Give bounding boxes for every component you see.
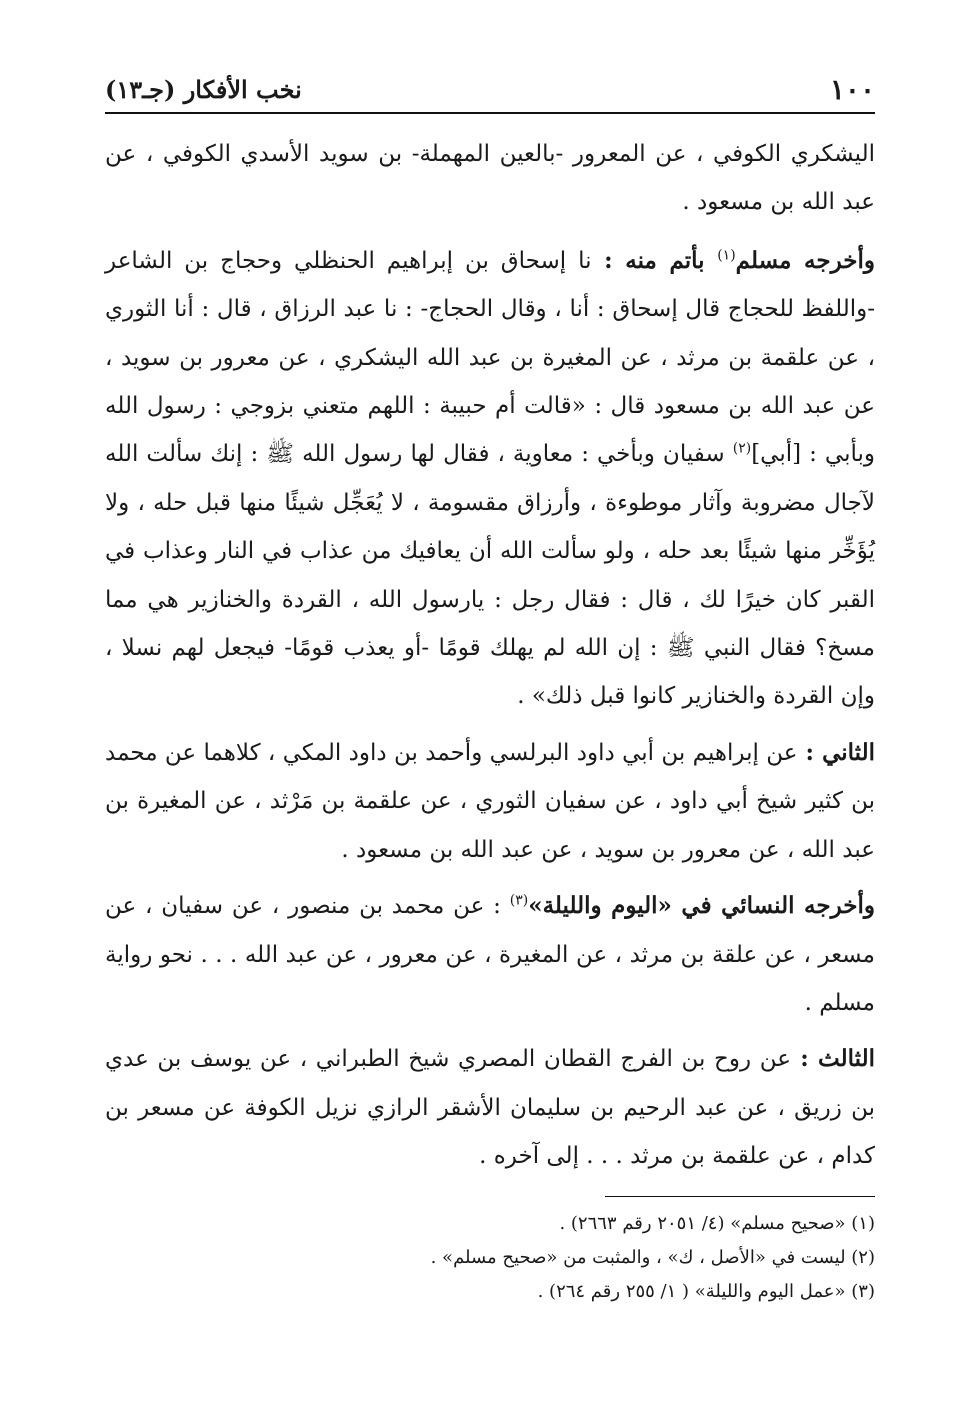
paragraph-third (105, 1035, 875, 1180)
paragraph-lead-cont: بأتم منه : (591, 246, 718, 274)
footnote-1: (١) «صحيح مسلم» (٤/ ٢٠٥١ رقم ٢٦٦٣) . (559, 1213, 875, 1234)
paragraph-text: اليشكري الكوفي ، عن المعرور -بالعين المهملة- بن سويد الأسدي الكوفي ، عن عبد الله بن مسعود . (105, 141, 875, 216)
footnote-divider (605, 1196, 875, 1197)
footnote-2: (٢) ليست في «الأصل ، ك» ، والمثبت من «صحيح مسلم» . (430, 1247, 875, 1268)
paragraph-continuation (105, 130, 875, 227)
paragraph-text: عن إبراهيم بن أبي داود البرلسي وأحمد بن داود المكي ، كلاهما عن محمد بن كثير شيخ أبي داود ، عن سفيان الثوري ، عن علقمة بن مَرْثد ، عن المغيرة بن عبد الله ، عن معرور بن سويد ، عن عبد الله بن مسعود . (105, 739, 875, 863)
paragraph-text: نا إسحاق بن إبراهيم الحنظلي وحجاج بن الشاعر -واللفظ للحجاج قال إسحاق : أنا ، وقال الحجاج- : نا عبد الرزاق ، قال : أنا الثوري ، عن علقمة بن مرثد ، عن المغيرة بن عبد الله اليشكري ، عن معرور بن سويد ، عن عبد الله بن مسعود قال : «قالت أم حبيبة : اللهم متعني بزوجي : رسول الله وبأبي : [أبي] (105, 247, 875, 468)
paragraph-lead: وأخرجه النسائي في «اليوم والليلة» (528, 892, 875, 920)
footnote-ref-3: (٣) (509, 892, 529, 909)
paragraph-muslim (105, 237, 875, 721)
paragraph-text: : عن محمد بن منصور ، عن سفيان ، عن مسعر ، عن علقة بن مرثد ، عن المغيرة ، عن معرور ، عن عبد الله . . . نحو رواية مسلم . (105, 893, 875, 1016)
page-number: ١٠٠ (829, 72, 875, 106)
paragraph-text-cont: سفيان وبأخي : معاوية ، فقال لها رسول الله ﷺ : إنك سألت الله لآجال مضروبة وآثار موطوءة ، وأرزاق مقسومة ، لا يُعَجِّل شيئًا منها قبل حله ، ولا يُؤَخِّر منها شيئًا بعد حله ، ولو سألت الله أن يعافيك من عذاب في النار وعذاب في القبر كان خيرًا لك ، قال : فقال رجل : يارسول الله ، القردة والخنازير هي مما مسخ؟ فقال النبي ﷺ : إن الله لم يهلك قومًا -أو يعذب قومًا- فيجعل لهم نسلا ، وإن القردة والخنازير كانوا قبل ذلك» . (105, 441, 875, 710)
footnote-3: (٣) «عمل اليوم والليلة» ( ١/ ٢٥٥ رقم ٢٦٤) . (537, 1281, 875, 1302)
paragraph-lead: الثاني : (797, 738, 875, 766)
footnote-ref-2: (٢) (732, 440, 752, 457)
footnotes (105, 1207, 875, 1309)
main-text (105, 130, 875, 1189)
paragraph-second (105, 729, 875, 874)
paragraph-text: عن روح بن الفرج القطان المصري شيخ الطبراني ، عن يوسف بن عدي بن زريق ، عن عبد الرحيم بن سليمان الأشقر الرازي نزيل الكوفة عن مسعر بن كدام ، عن علقمة بن مرثد . . . إلى آخره . (105, 1046, 875, 1170)
paragraph-lead: وأخرجه مسلم (735, 246, 876, 274)
paragraph-nasai (105, 882, 875, 1027)
footnote-ref-1: (١) (717, 247, 736, 264)
page-header (105, 66, 875, 114)
paragraph-lead: الثالث : (790, 1045, 875, 1073)
book-title: نخب الأفكار (جـ١٣) (105, 74, 302, 104)
